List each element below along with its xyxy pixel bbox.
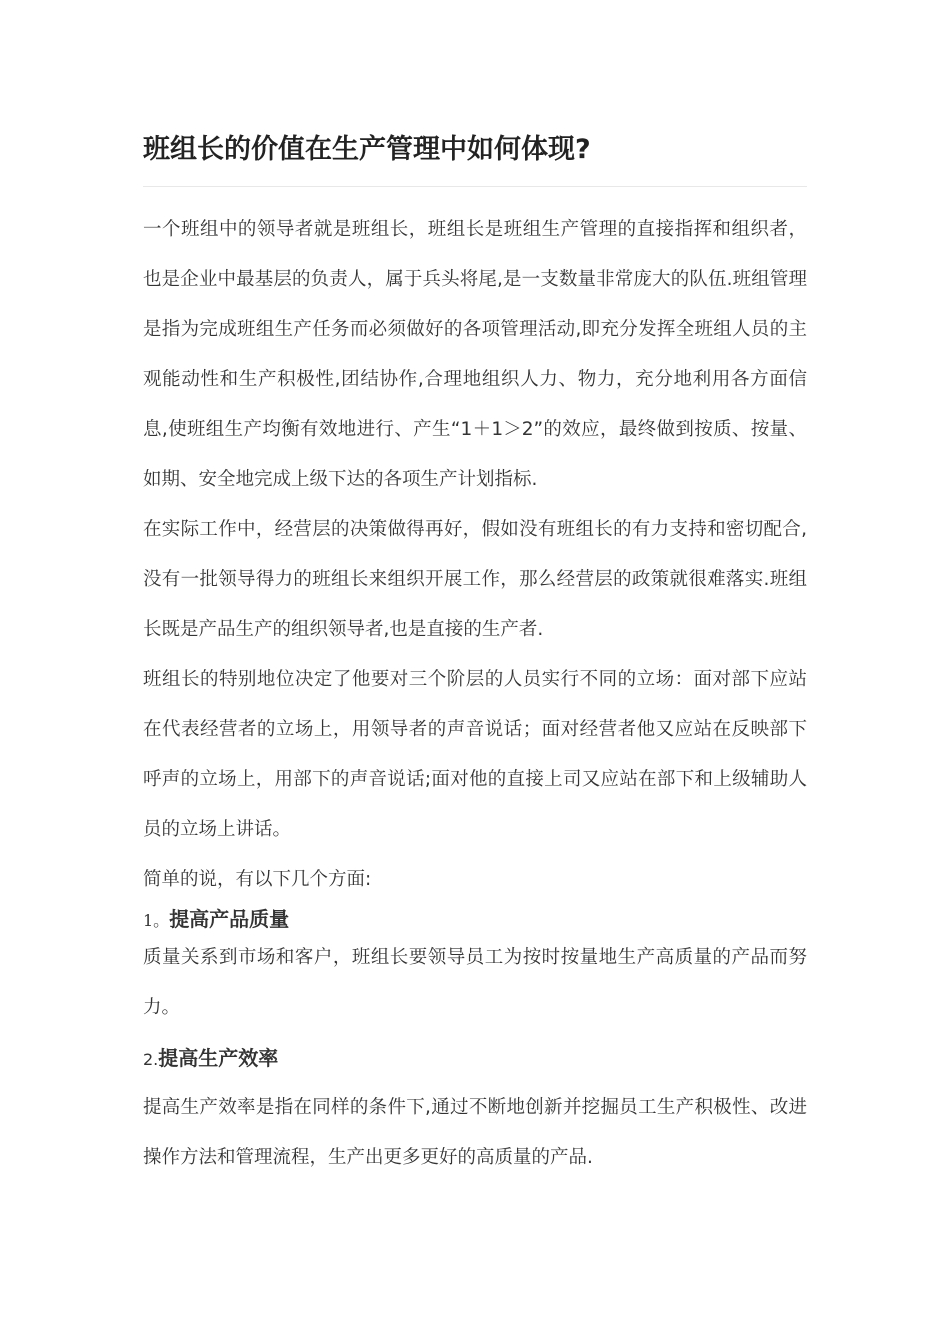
section-number: 2. (143, 1050, 159, 1069)
article-body (143, 205, 807, 1183)
section-heading-text: 提高生产效率 (158, 1046, 279, 1070)
paragraph-quality: 质量关系到市场和客户，班组长要领导员工为按时按量地生产高质量的产品而努力。 (143, 947, 807, 1018)
paragraph-summary: 简单的说，有以下几个方面: (143, 869, 372, 890)
article-title: 班组长的价值在生产管理中如何体现? (143, 134, 591, 165)
title-divider (143, 186, 807, 187)
section-number: 1。 (143, 911, 170, 930)
section-heading-efficiency (143, 1033, 807, 1083)
paragraph-intro: 一个班组中的领导者就是班组长，班组长是班组生产管理的直接指挥和组织者，也是企业中最基层的负责人，属于兵头将尾,是一支数量非常庞大的队伍.班组管理是指为完成班组生产任务而必须做好的各项管理活动,即充分发挥全班组人员的主观能动性和生产积极性,团结协作,合理地组织人力、物力，充分地利用各方面信息,使班组生产均衡有效地进行、产生“1＋1＞2”的效应，最终做到按质、按量、如期、安全地完成上级下达的各项生产计划指标. (143, 219, 807, 490)
section-heading-text: 提高产品质量 (169, 907, 290, 931)
section-heading-quality (143, 905, 807, 933)
paragraph-decision: 在实际工作中，经营层的决策做得再好，假如没有班组长的有力支持和密切配合,没有一批领导得力的班组长来组织开展工作，那么经营层的政策就很难落实.班组长既是产品生产的组织领导者,也是直接的生产者. (143, 519, 807, 640)
paragraph-position: 班组长的特别地位决定了他要对三个阶层的人员实行不同的立场：面对部下应站在代表经营者的立场上，用领导者的声音说话；面对经营者他又应站在反映部下呼声的立场上，用部下的声音说话;面对他的直接上司又应站在部下和上级辅助人员的立场上讲话。 (143, 669, 807, 840)
paragraph-efficiency: 提高生产效率是指在同样的条件下,通过不断地创新并挖掘员工生产积极性、改进操作方法和管理流程，生产出更多更好的高质量的产品. (143, 1097, 807, 1168)
